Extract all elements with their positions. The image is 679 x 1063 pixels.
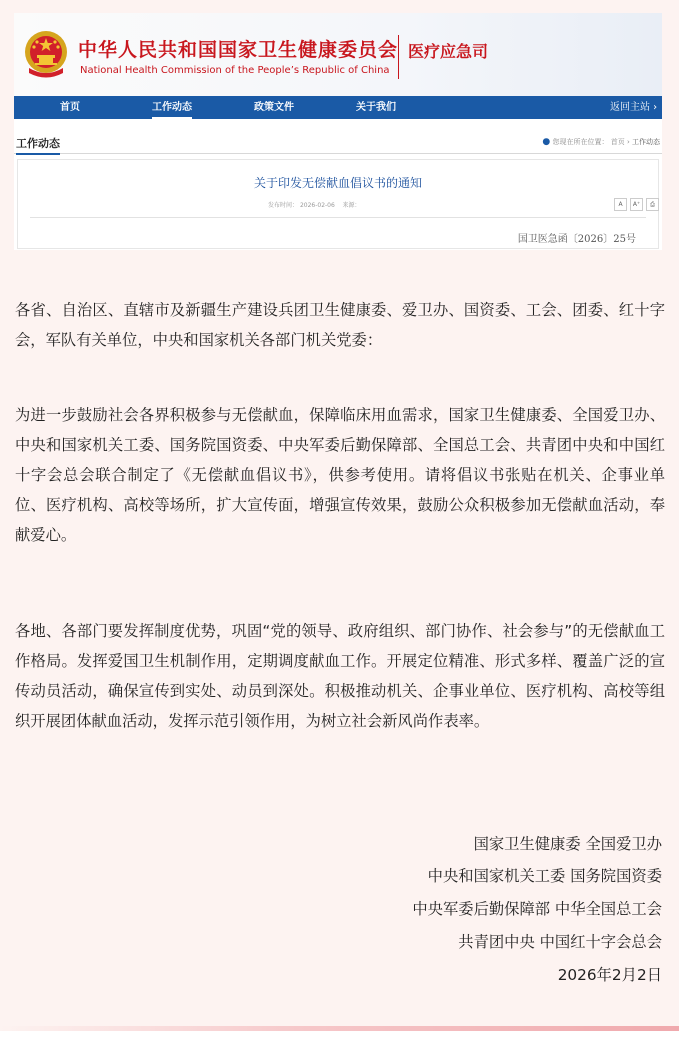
article-card <box>17 159 659 249</box>
nav-item-work-news[interactable]: 工作动态 <box>152 96 192 119</box>
signature-line-1: 国家卫生健康委 全国爱卫办 <box>473 835 662 853</box>
publish-date: 2026-02-06 <box>299 202 335 209</box>
return-main-site-link[interactable]: 返回主站 › <box>610 102 658 113</box>
site-header <box>14 13 662 96</box>
publish-label: 发布时间： <box>268 202 299 209</box>
article-divider <box>30 217 646 218</box>
nav-item-policy-documents[interactable]: 政策文件 <box>254 102 294 113</box>
national-emblem-icon <box>23 28 69 80</box>
nav-item-about-us[interactable]: 关于我们 <box>356 102 396 113</box>
breadcrumb <box>542 137 660 147</box>
section-title: 工作动态 <box>16 135 60 155</box>
breadcrumb-home[interactable]: 首页 <box>610 138 625 146</box>
salutation-paragraph: 各省、自治区、直辖市及新疆生产建设兵团卫生健康委、爱卫办、国资委、工会、团委、红十字会，军队有关单位，中央和国家机关各部门机关党委： <box>15 301 665 349</box>
bottom-blank-area <box>0 1031 679 1063</box>
signature-date: 2026年2月2日 <box>557 966 662 984</box>
font-decrease-button[interactable]: A <box>614 198 627 211</box>
article-meta <box>268 200 360 209</box>
website-screenshot <box>14 13 662 250</box>
title-divider <box>398 35 399 79</box>
body-paragraph-2: 各地、各部门要发挥制度优势，巩固“党的领导、政府组织、部门协作、社会参与”的无偿献血工作格局。发挥爱国卫生机制作用，定期调度献血工作。开展定位精准、形式多样、覆盖广泛的宣传动员活动，确保宣传到实处、动员到深处。积极推动机关、企事业单位、医疗机构、高校等组织开展团体献血活动，发挥示范引领作用，为树立社会新风尚作表率。 <box>15 622 665 730</box>
site-title: 中华人民共和国国家卫生健康委员会 <box>78 39 399 61</box>
department-name: 医疗应急司 <box>408 42 489 61</box>
print-icon[interactable]: ⎙ <box>646 198 659 211</box>
site-title-english: National Health Commission of the People’s Republic of China <box>80 65 390 76</box>
nav-item-home[interactable]: 首页 <box>60 102 80 113</box>
body-paragraph-1: 为进一步鼓励社会各界积极参与无偿献血，保障临床用血需求，国家卫生健康委、全国爱卫办、中央和国家机关工委、国务院国资委、中央军委后勤保障部、全国总工会、共青团中央和中国红十字会总会联合制定了《无偿献血倡议书》，供参考使用。请将倡议书张贴在机关、企事业单位、医疗机构、高校等场所，扩大宣传面，增强宣传效果，鼓励公众积极参加无偿献血活动，奉献爱心。 <box>15 406 665 544</box>
signature-line-2: 中央和国家机关工委 国务院国资委 <box>427 867 662 885</box>
section-header <box>14 133 662 154</box>
article-title: 关于印发无偿献血倡议书的通知 <box>253 176 422 190</box>
signature-line-4: 共青团中央 中国红十字会总会 <box>458 933 662 951</box>
location-pin-icon: ● <box>542 137 551 147</box>
breadcrumb-current: 工作动态 <box>632 138 660 146</box>
breadcrumb-prefix: 您现在所在位置： <box>552 138 609 146</box>
signature-line-3: 中央军委后勤保障部 中华全国总工会 <box>412 900 662 918</box>
breadcrumb-separator: › <box>626 138 630 146</box>
site-nav-bar <box>14 96 662 119</box>
source-label: 来源： <box>342 202 361 209</box>
font-increase-button[interactable]: A⁺ <box>630 198 643 211</box>
document-number: 国卫医急函〔2026〕25号 <box>517 234 636 245</box>
